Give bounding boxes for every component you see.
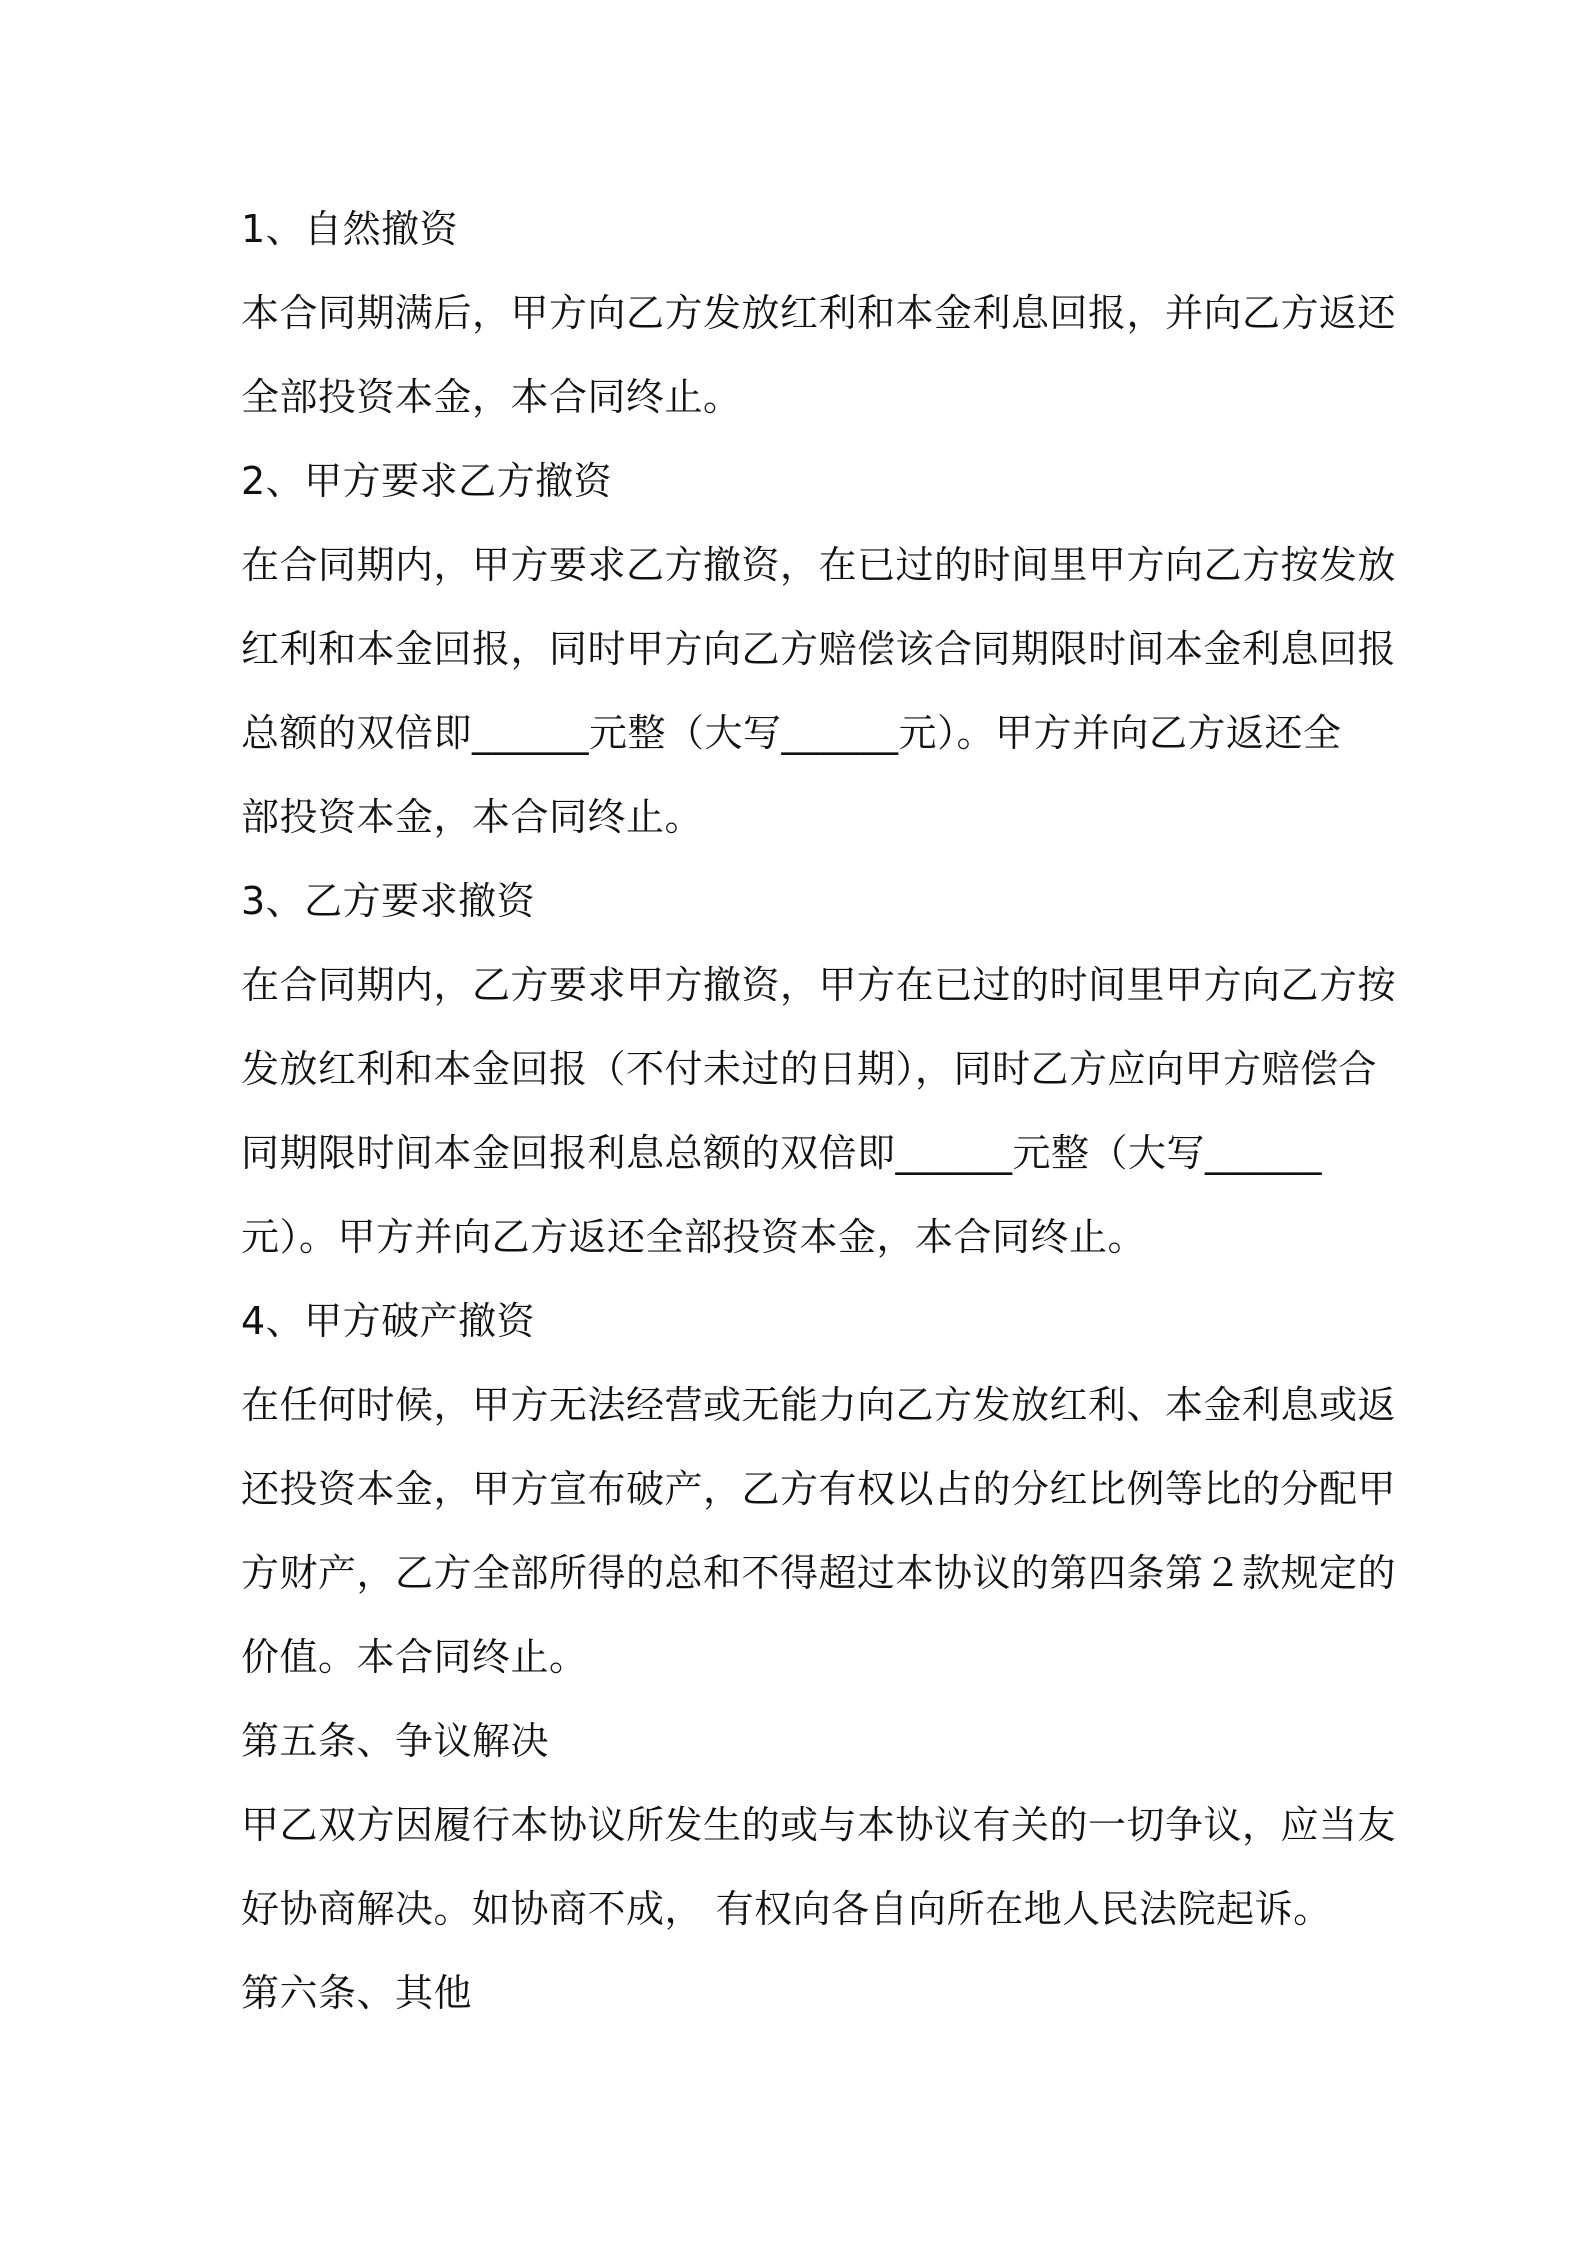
paragraph-line: 本合同期满后，甲方向乙方发放红利和本金利息回报，并向乙方返还 — [241, 291, 1397, 335]
article-heading: 第五条、争议解决 — [241, 1719, 550, 1763]
section-heading: 3、乙方要求撤资 — [241, 879, 536, 923]
section-heading: 1、自然撤资 — [241, 207, 459, 251]
paragraph-line: 在任何时候，甲方无法经营或无能力向乙方发放红利、本金利息或返 — [241, 1383, 1397, 1427]
paragraph-line: 总额的双倍即______元整（大写______元）。甲方并向乙方返还全 — [241, 711, 1342, 755]
paragraph-line: 同期限时间本金回报利息总额的双倍即______元整（大写______ — [241, 1131, 1323, 1175]
article-5 — [241, 1699, 1397, 1951]
section-heading: 2、甲方要求乙方撤资 — [241, 459, 613, 503]
section-2 — [241, 439, 1397, 859]
paragraph-line: 元）。甲方并向乙方返还全部投资本金，本合同终止。 — [241, 1215, 1147, 1259]
paragraph-line: 在合同期内，乙方要求甲方撤资，甲方在已过的时间里甲方向乙方按 — [241, 963, 1397, 1007]
paragraph-line: 方财产，乙方全部所得的总和不得超过本协议的第四条第２款规定的 — [241, 1551, 1397, 1595]
paragraph-line: 好协商解决。如协商不成， 有权向各自向所在地人民法院起诉。 — [241, 1887, 1332, 1931]
paragraph-line: 部投资本金，本合同终止。 — [241, 795, 704, 839]
paragraph-line: 红利和本金回报，同时甲方向乙方赔偿该合同期限时间本金利息回报 — [241, 627, 1397, 671]
section-3 — [241, 859, 1397, 1279]
section-4 — [241, 1279, 1397, 1699]
article-6 — [241, 1951, 1361, 2035]
article-heading: 第六条、其他 — [241, 1971, 473, 2015]
section-heading: 4、甲方破产撤资 — [241, 1299, 536, 1343]
paragraph-line: 全部投资本金，本合同终止。 — [241, 375, 742, 419]
section-1 — [241, 187, 1397, 439]
paragraph-line: 还投资本金，甲方宣布破产，乙方有权以占的分红比例等比的分配甲 — [241, 1467, 1397, 1511]
paragraph-line: 在合同期内，甲方要求乙方撤资，在已过的时间里甲方向乙方按发放 — [241, 543, 1397, 587]
paragraph-line: 发放红利和本金回报（不付未过的日期），同时乙方应向甲方赔偿合 — [241, 1047, 1378, 1091]
paragraph-line: 价值。本合同终止。 — [241, 1635, 588, 1679]
paragraph-line: 甲乙双方因履行本协议所发生的或与本协议有关的一切争议，应当友 — [241, 1803, 1397, 1847]
